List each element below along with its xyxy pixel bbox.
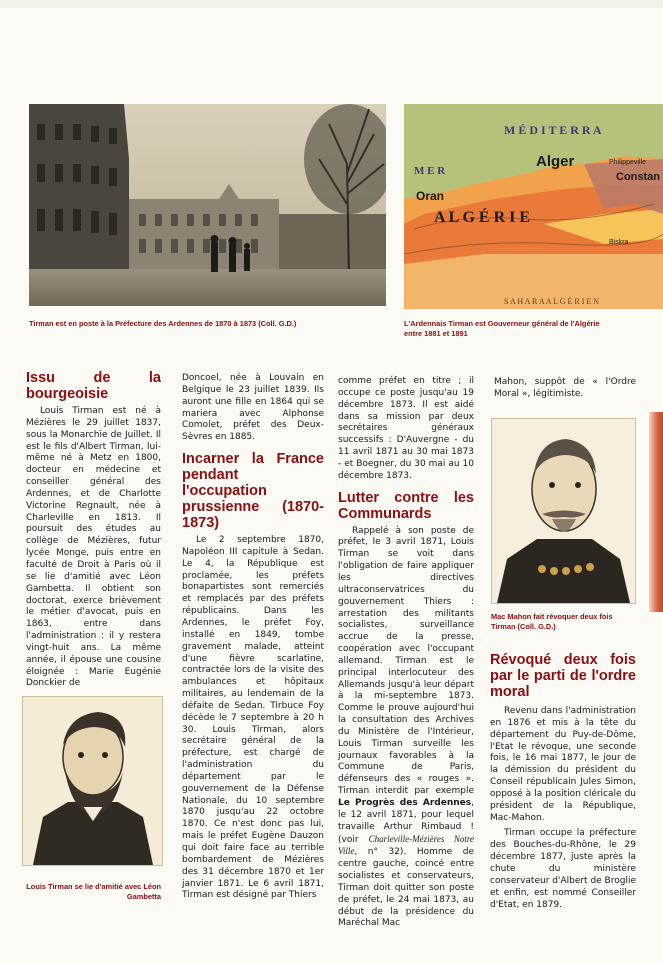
- newspaper-title: Le Progrès des Ardennes: [338, 798, 472, 808]
- gambetta-portrait: [22, 696, 163, 866]
- map-region-label: S A H A R A A L G É R I E N: [504, 297, 600, 306]
- col3-paragraph-continued: comme préfet en titre ; il occupe ce poste jusqu'au 19 décembre 1873. Il est aidé dans sa mission par deux secrétaires généraux successifs : D'Auvergne - du 11 avril 1871 au 30 mai 1873 - et Boegner, du 30 mai au 10 décembre 1873.: [338, 376, 474, 481]
- col4-paragraph-2: Tirman occupe la préfecture des Bouches-du-Rhône, le 29 décembre 1877, juste après la chute du ministère conservateur d'Albert de Broglie et enfin, est nommé Conseiller d'Etat, en 1879.: [490, 828, 636, 910]
- map-city-philippeville: Philippeville: [609, 159, 646, 166]
- col1-paragraph: Louis Tirman est né à Mézières le 29 juillet 1837, sous la Monarchie de Juillet. Il est le fils d'Albert Tirman, lui-même né à Metz en 1800, docteur en médecine et conseiller général des Ardennes, et de Charlotte Victorine Regnault, née à Charleville en 1813. Il poursuit des études au collège de Mézières, futur lycée Monge, puis entre en faculté de Droit à Paris où il se lie d'amitié avec Léon Gambetta. Il obtient son doctorat, exerce brièvement le métier d'avocat, puis en 1863, entre dans l'administration : il y restera vingt-huit ans. La même année, il épouse une cousine éloignée : Marie Eugénie Donckier de: [26, 406, 161, 689]
- magazine-title: Charleville-Mézières Notre Ville: [338, 833, 474, 857]
- map-sea-label-2: M E R: [414, 165, 446, 177]
- page-top-edge: [0, 0, 663, 8]
- map-city-biskra: Biskra: [609, 239, 629, 246]
- heading-lutter-contre-les-communards: Lutter contre les Communards: [338, 489, 474, 522]
- gambetta-caption: Louis Tirman se lie d'amitié avec Léon Gambetta: [26, 882, 161, 901]
- gambetta-portrait-image: [23, 697, 162, 865]
- col2-paragraph-continued: Doncoel, née à Louvain en Belgique le 23 juillet 1839. Ils auront une fille en 1864 qui se mariera avec Alphonse Comolet, préfet des Deux-Sèvres en 1885.: [182, 373, 324, 443]
- map-caption: L'Ardennais Tirman est Gouverneur général de l'Algérie entre 1881 et 1891: [404, 319, 600, 338]
- column-4-top: [494, 377, 636, 401]
- col4-paragraph-1: Revenu dans l'administration en 1876 et mis à la tête du département du Puy-de-Dôme, l'Etat le révoque, une seconde fois, le 16 mai 1877, le jour de la démission du président du Conseil républicain Jules Simon, opposé à la position cléricale du président de la République, Mac-Mahon.: [490, 706, 636, 823]
- column-2: [182, 373, 324, 902]
- page-edge-ribbon: [649, 412, 663, 612]
- mac-mahon-portrait: [491, 418, 636, 604]
- heading-revoque-deux-fois: Révoqué deux fois par le parti de l'ordre moral: [490, 652, 636, 700]
- col3-text-b: , le 12 avril 1871, pour lequel travaille Arthur Rimbaud ! (voir: [338, 798, 474, 845]
- map-city-alger: Alger: [536, 153, 575, 170]
- prefecture-photo-caption: Tirman est en poste à la Préfecture des Ardennes de 1870 à 1873 (Coll. G.D.): [29, 319, 297, 328]
- map-city-oran: Oran: [416, 189, 445, 203]
- map-city-constantine: Constan: [616, 171, 660, 183]
- prefecture-photo: [29, 104, 386, 306]
- col2-paragraph: Le 2 septembre 1870, Napoléon III capitule à Sedan. Le 4, la République est proclamée, les préfets bonapartistes sont remerciés et remplacés par des préfets républicains. Dans les Ardennes, le préfet Foy, installé en 1849, tombe gravement malade, atteint d'une fièvre scarlatine, contractée lors de la visite des ambulances et hôpitaux militaires, au lendemain de la défaite de Sedan. Tirbuce Foy décède le 7 septembre à 20 h 30. Louis Tirman, alors secrétaire général de la préfecture, est chargé de l'administration du département par le gouvernement de la Défense Nationale, du 10 septembre 1870 jusqu'au 22 octobre 1870. Ce n'est donc pas lui, mais le préfet Eugène Dauzon qui doit faire face au terrible bombardement de Mézières des 31 décembre 1870 et 1er janvier 1871. Le 6 avril 1871, Tirman est désigné par Thiers: [182, 535, 324, 901]
- col3-paragraph: [338, 526, 474, 931]
- mac-mahon-caption: Mac Mahon fait révoquer deux fois Tirman (Coll. G.D.): [491, 612, 613, 631]
- column-1: [26, 370, 161, 690]
- col3-text-c: , n° 32). Homme de centre gauche, coincé entre socialistes et conservateurs, Tirman doit quitter son poste de préfet, le 24 mai 1873, au début de la présidence du Maréchal Mac: [338, 847, 474, 929]
- mac-mahon-portrait-image: [492, 419, 635, 603]
- col4-paragraph-continued: Mahon, suppôt de « l'Ordre Moral », légitimiste.: [494, 377, 636, 399]
- algeria-map-image: [404, 104, 663, 309]
- map-country-label: A L G É R I E: [434, 209, 531, 226]
- column-4: [490, 652, 636, 911]
- column-3: [338, 376, 474, 930]
- algeria-map: [404, 104, 663, 309]
- heading-bourgeoisie: Issu de la bourgeoisie: [26, 370, 161, 402]
- col3-text-a: Rappelé à son poste de préfet, le 3 avril 1871, Louis Tirman se voit dans l'obligation de faire appliquer les directives ultraconservatrices du gouvernement Thiers : arrestation des militants socialistes, surveillance accrue de la presse, coopération avec l'occupant allemand. Tirman est le principal interlocuteur des Allemands jusqu'à leur départ à la mi-septembre 1873. Comme le prouve aujourd'hui la consultation des Archives du Ministère de l'Intérieur, Louis Tirman surveille les journaux favorables à la Commune de Paris, défenseurs des « rouges ». Tirman interdit par exemple: [338, 525, 474, 797]
- map-sea-label-1: M É D I T E R R A: [504, 123, 602, 137]
- heading-incarner-la-france: Incarner la France pendant l'occupation prussienne (1870-1873): [182, 451, 324, 532]
- prefecture-photo-image: [29, 104, 386, 306]
